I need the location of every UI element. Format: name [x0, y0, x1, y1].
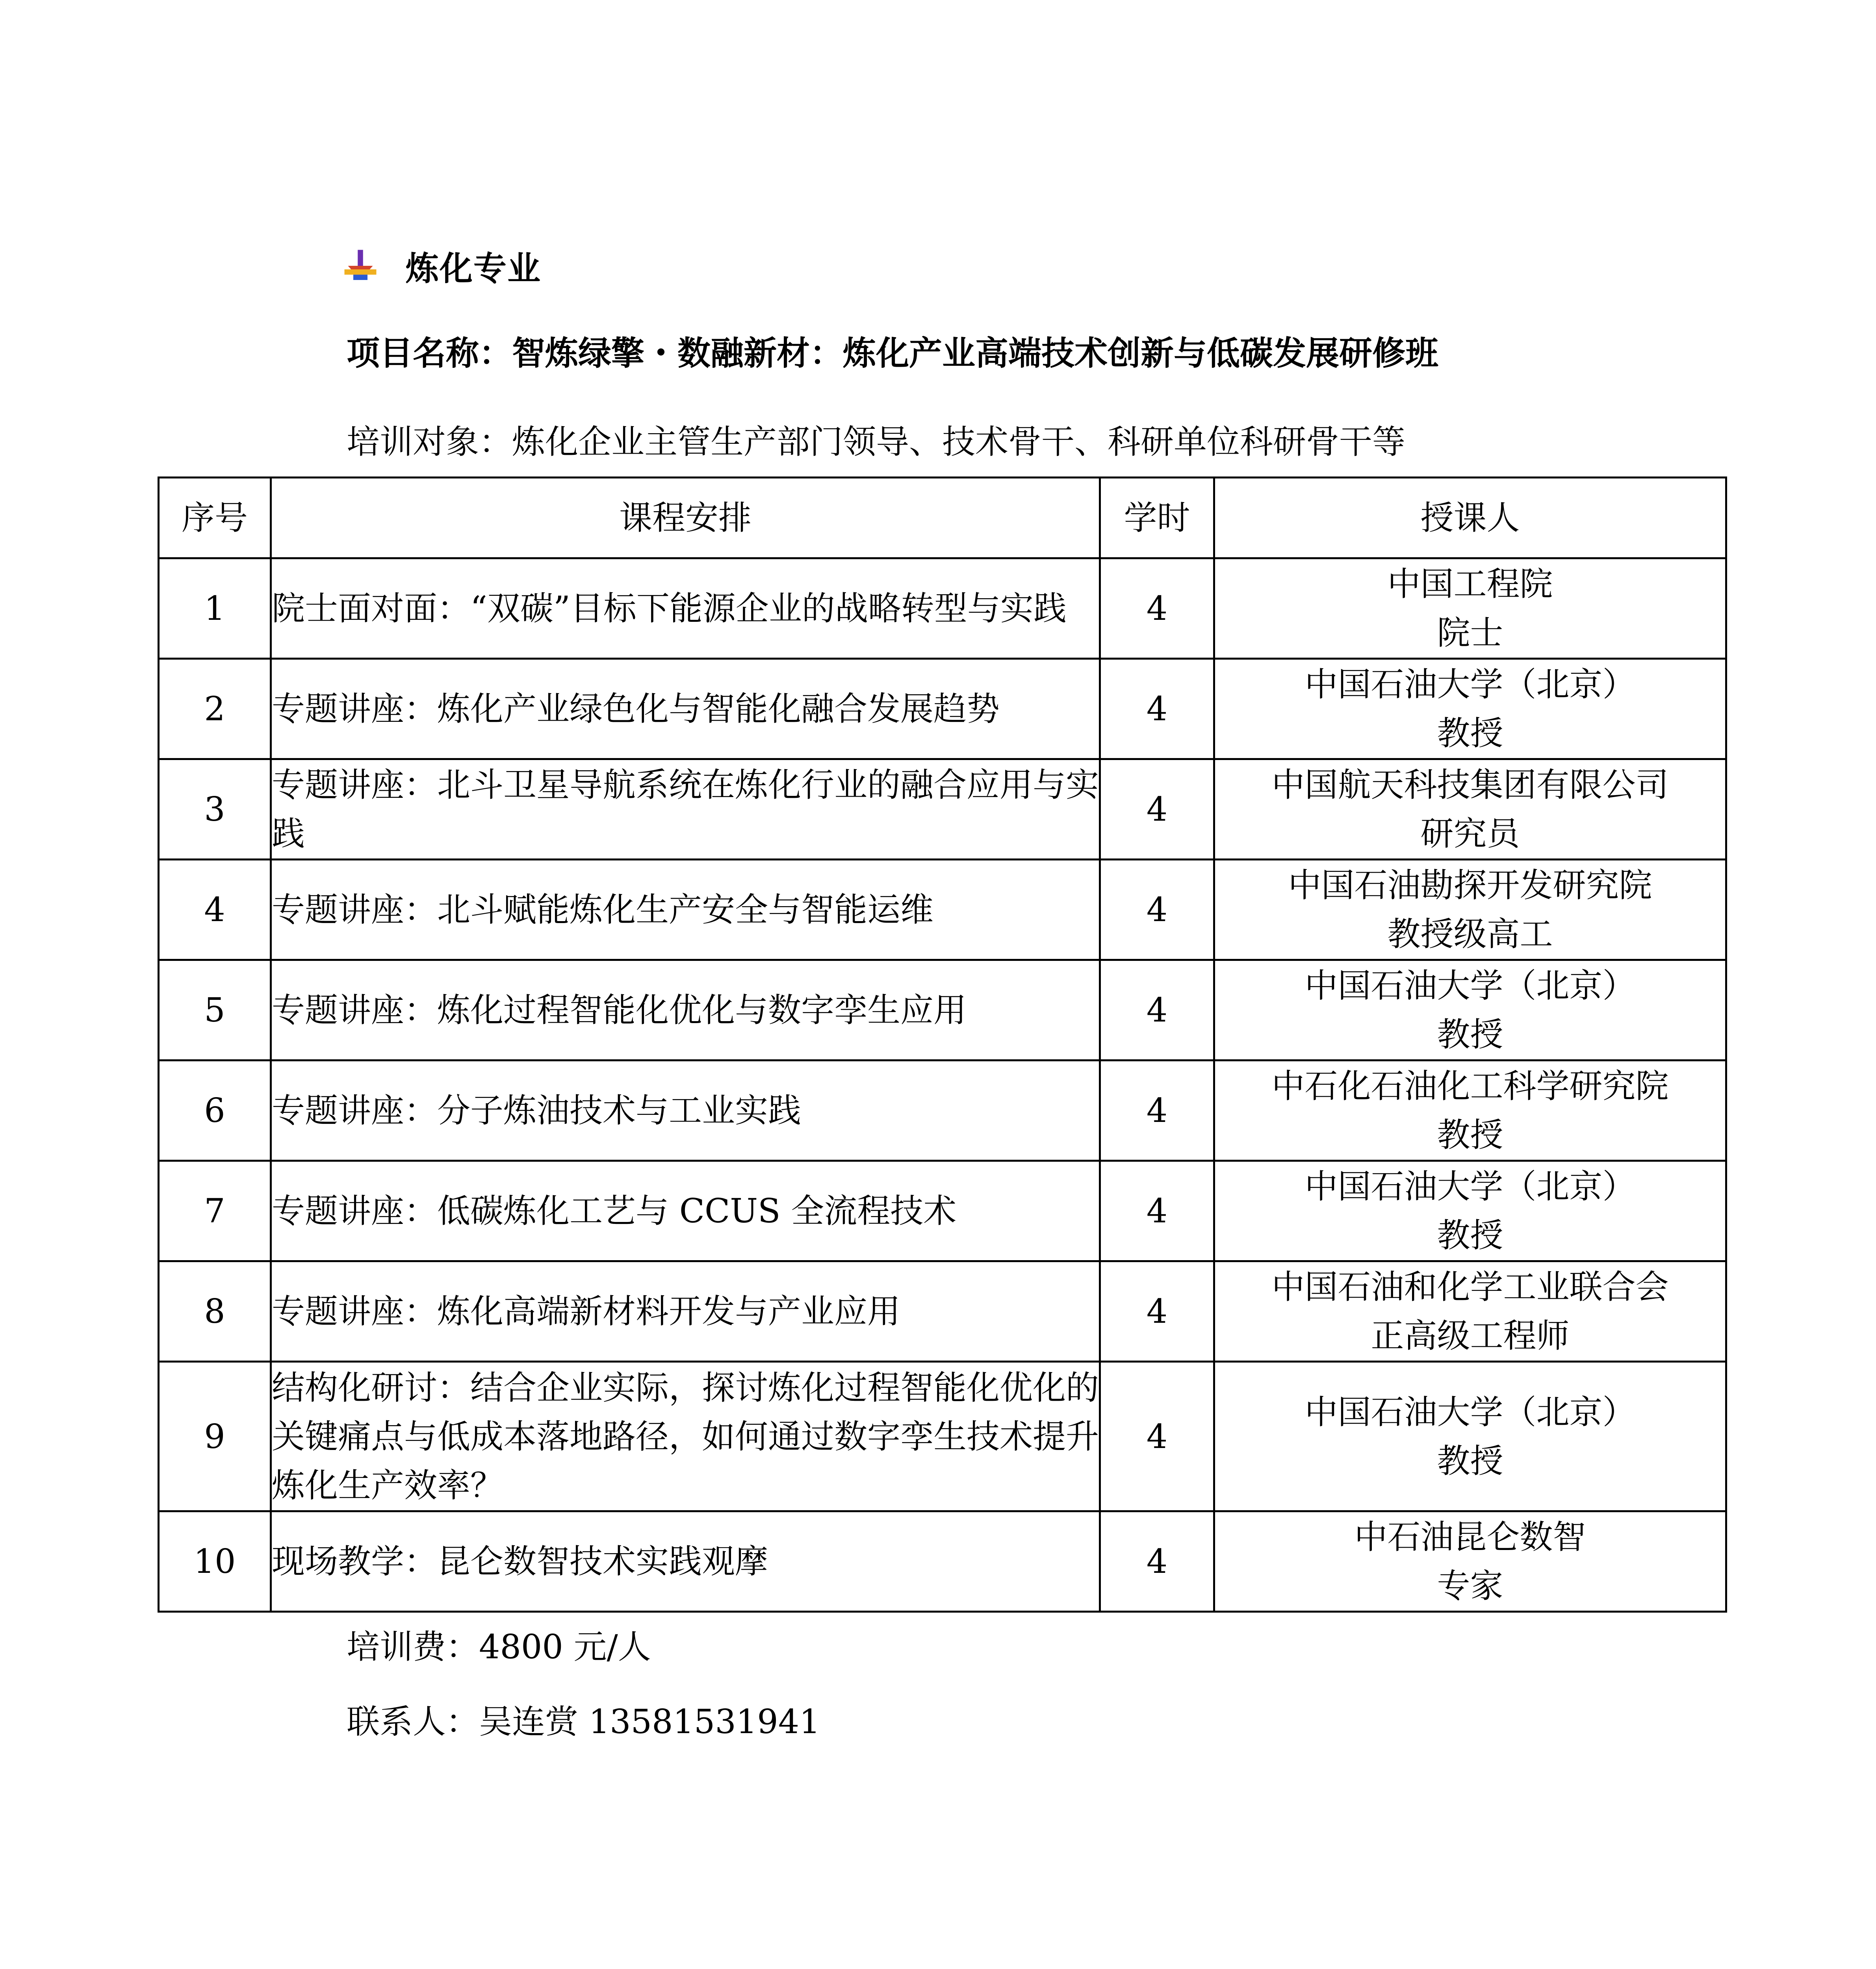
teacher-cell — [1214, 1362, 1726, 1511]
teacher-cell — [1214, 960, 1726, 1061]
teacher-title: 教授 — [1437, 714, 1503, 753]
table-row — [159, 860, 1726, 960]
table-row — [159, 1261, 1726, 1362]
course-title: 结构化研讨：结合企业实际，探讨炼化过程智能化优化的关键痛点与低成本落地路径，如何通过数字孪生技术提升炼化生产效率？ — [271, 1362, 1100, 1511]
teacher-cell — [1214, 558, 1726, 659]
section-title: 炼化专业 — [406, 248, 542, 288]
arrow-down-bullet-icon — [343, 248, 378, 284]
teacher-cell — [1214, 1061, 1726, 1161]
course-title: 专题讲座：北斗卫星导航系统在炼化行业的融合应用与实践 — [271, 759, 1100, 860]
teacher-title: 教授级高工 — [1387, 915, 1553, 953]
training-fee: 培训费：4800 元/人 — [347, 1628, 651, 1666]
row-number: 1 — [159, 558, 271, 659]
row-number: 9 — [159, 1362, 271, 1511]
teacher-cell — [1214, 759, 1726, 860]
teacher-org: 中国石油大学（北京） — [1304, 1167, 1636, 1206]
course-title: 院士面对面：“双碳”目标下能源企业的战略转型与实践 — [271, 558, 1100, 659]
course-hours: 4 — [1100, 759, 1214, 860]
course-hours: 4 — [1100, 960, 1214, 1061]
teacher-title: 研究员 — [1420, 814, 1520, 853]
teacher-org: 中国石油大学（北京） — [1304, 665, 1636, 704]
table-row — [159, 1061, 1726, 1161]
course-hours: 4 — [1100, 1511, 1214, 1612]
course-title: 现场教学：昆仑数智技术实践观摩 — [271, 1511, 1100, 1612]
row-number: 10 — [159, 1511, 271, 1612]
table-row — [159, 1362, 1726, 1511]
course-hours: 4 — [1100, 1261, 1214, 1362]
teacher-org: 中国石油大学（北京） — [1304, 1392, 1636, 1431]
teacher-title: 院士 — [1437, 614, 1503, 652]
course-hours: 4 — [1100, 1362, 1214, 1511]
teacher-cell — [1214, 659, 1726, 759]
table-row — [159, 960, 1726, 1061]
row-number: 4 — [159, 860, 271, 960]
course-hours: 4 — [1100, 659, 1214, 759]
course-hours: 4 — [1100, 1161, 1214, 1261]
teacher-org: 中石化石油化工科学研究院 — [1271, 1067, 1669, 1105]
header-teacher: 授课人 — [1214, 478, 1726, 558]
table-row — [159, 759, 1726, 860]
course-hours: 4 — [1100, 558, 1214, 659]
teacher-title: 专家 — [1437, 1567, 1503, 1605]
teacher-title: 正高级工程师 — [1371, 1316, 1570, 1355]
teacher-org: 中国石油和化学工业联合会 — [1271, 1268, 1669, 1306]
course-hours: 4 — [1100, 1061, 1214, 1161]
project-name: 项目名称：智炼绿擎・数融新材：炼化产业高端技术创新与低碳发展研修班 — [347, 334, 1439, 373]
teacher-org: 中石油昆仑数智 — [1354, 1518, 1586, 1556]
teacher-org: 中国石油大学（北京） — [1304, 966, 1636, 1005]
teacher-title: 教授 — [1437, 1441, 1503, 1480]
course-hours: 4 — [1100, 860, 1214, 960]
row-number: 5 — [159, 960, 271, 1061]
course-title: 专题讲座：低碳炼化工艺与 CCUS 全流程技术 — [271, 1161, 1100, 1261]
table-row — [159, 1161, 1726, 1261]
teacher-org: 中国石油勘探开发研究院 — [1288, 866, 1652, 905]
header-no: 序号 — [159, 478, 271, 558]
teacher-title: 教授 — [1437, 1116, 1503, 1154]
teacher-cell — [1214, 1261, 1726, 1362]
row-number: 3 — [159, 759, 271, 860]
table-row — [159, 659, 1726, 759]
section-heading — [343, 240, 541, 291]
table-header-row — [159, 478, 1726, 558]
row-number: 7 — [159, 1161, 271, 1261]
teacher-cell — [1214, 1511, 1726, 1612]
table-row — [159, 1511, 1726, 1612]
course-title: 专题讲座：炼化高端新材料开发与产业应用 — [271, 1261, 1100, 1362]
training-target: 培训对象：炼化企业主管生产部门领导、技术骨干、科研单位科研骨干等 — [347, 423, 1406, 461]
course-title: 专题讲座：北斗赋能炼化生产安全与智能运维 — [271, 860, 1100, 960]
row-number: 6 — [159, 1061, 271, 1161]
teacher-title: 教授 — [1437, 1015, 1503, 1054]
header-course: 课程安排 — [271, 478, 1100, 558]
table-row — [159, 558, 1726, 659]
teacher-title: 教授 — [1437, 1216, 1503, 1255]
contact-person: 联系人：吴连赏 13581531941 — [347, 1702, 820, 1741]
teacher-cell — [1214, 1161, 1726, 1261]
teacher-cell — [1214, 860, 1726, 960]
row-number: 2 — [159, 659, 271, 759]
header-hours: 学时 — [1100, 478, 1214, 558]
row-number: 8 — [159, 1261, 271, 1362]
teacher-org: 中国工程院 — [1387, 565, 1553, 603]
course-title: 专题讲座：分子炼油技术与工业实践 — [271, 1061, 1100, 1161]
course-schedule-table — [158, 476, 1727, 1613]
course-title: 专题讲座：炼化产业绿色化与智能化融合发展趋势 — [271, 659, 1100, 759]
teacher-org: 中国航天科技集团有限公司 — [1271, 766, 1669, 804]
course-title: 专题讲座：炼化过程智能化优化与数字孪生应用 — [271, 960, 1100, 1061]
